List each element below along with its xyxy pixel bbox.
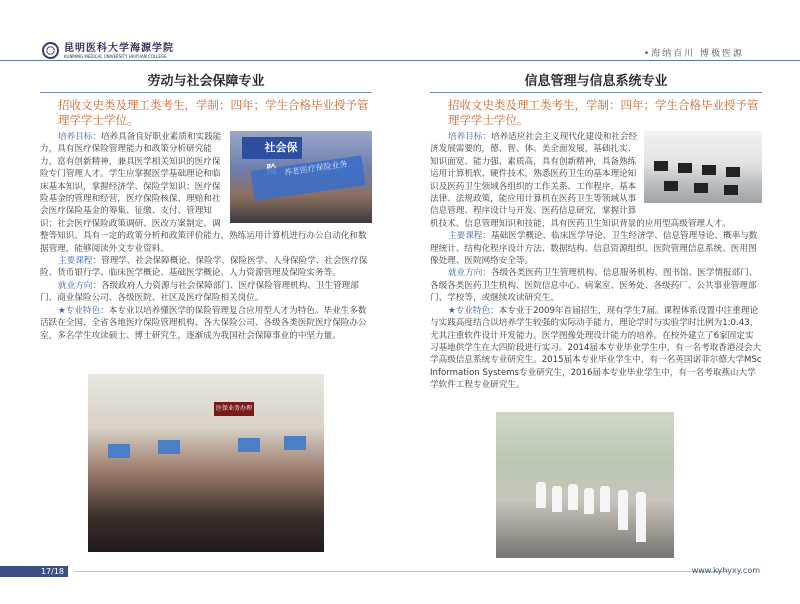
- main-courses: [430, 230, 762, 267]
- header-divider: [0, 60, 800, 61]
- courses-text: 管理学、社会保障概论、保险学、保险医学、人身保险学、社会医疗保险、货币银行学、临床医学概论、基础医学概论、人力资源管理及保险实务等。: [40, 256, 368, 279]
- goal-label: 培养目标：: [58, 132, 101, 142]
- page-header: [0, 0, 800, 66]
- courses-label: 主要课程：: [448, 231, 491, 242]
- major-title: 劳动与社会保障专业: [147, 74, 265, 89]
- training-goal: [430, 131, 762, 230]
- website-link[interactable]: www.kyhyxy.com: [691, 566, 760, 575]
- title-divider: [40, 92, 372, 93]
- college-motto: •海纳百川 博极医源: [643, 49, 744, 59]
- goal-label: 培养目标：: [448, 132, 491, 142]
- major-title: 信息管理与信息系统专业: [524, 74, 668, 89]
- photo-banner-text: 养老医疗保险业务: [250, 155, 365, 200]
- feature-label: ★专业特色：: [448, 305, 499, 316]
- feature-label: ★专业特色：: [58, 305, 109, 316]
- jobs-label: 就业方向：: [58, 280, 101, 291]
- major-information-management: [430, 68, 762, 392]
- college-logo: [42, 42, 174, 59]
- admission-info: 招收文史类及理工类考生，学制：四年；学生合格毕业授予管理学学士学位。: [58, 98, 369, 127]
- major-labor-social-security: [40, 68, 372, 342]
- courses-text: 基础医学概论、临床医学导论、卫生经济学、信息管理导论、概率与数理统计、结构化程序设计方法、数据结构、信息资源组织、医院管理信息系统、医用图像处理、医院网络安全等。: [430, 231, 758, 267]
- college-seal-icon: [42, 42, 59, 59]
- photo-computer-lab: [644, 131, 762, 203]
- college-name-en: KUNMING MEDICAL UNIVERSITY HAIYUAN COLLEGE: [64, 53, 167, 59]
- goal-text: 培养适应社会主义现代化建设和社会经济发展需要的，德、智、体、美全面发展，基础扎实、知识面宽、能力强、素质高，具有创新精神，具备熟练运用计算机软、硬件技术，熟悉医药卫生的基本理论知识及医药卫生领域各组织的工作关系、工作程序，基本法律、法规政策，能应用计算机在医药卫生等领域从事信息管理、程序设计与开发、医药信息研究，掌握计算机技术、信息管理知识和技能，具有医药卫生知识背景的应用型高级管理人才。: [430, 132, 731, 229]
- photo-hospital-internship: [496, 412, 674, 558]
- photo-counter-sign: 医保业务办理: [214, 402, 254, 416]
- photo-social-insurance-office: [230, 131, 372, 223]
- training-goal: [40, 131, 372, 255]
- jobs-text: 各级政府人力资源与社会保障部门、医疗保险管理机构、卫生管理部门、商业保险公司、各级医院、社区及医疗保险相关岗位。: [40, 280, 359, 304]
- admission-info: 招收文史类及理工类考生，学制：四年；学生合格毕业授予管理学学士学位。: [448, 98, 759, 127]
- career-direction: [40, 280, 372, 305]
- courses-label: 主要课程：: [58, 256, 101, 267]
- photo-sign-text: 社会保: [242, 137, 302, 159]
- feature-text: 本专业于2009年首届招生，现有学生7届。课程体系设置中注重理论与实践高度结合以培养学生较强的实际动手能力，理论学时与实验学时比例为1:0.43，尤其注重软件设计开发能力。医学图像处理设计能力的培养。在校外建立了6家固定实习基地供学生在大四阶段进行实习。2014届本专业毕业学生中，有一名考取香港浸会大学高级信息系统专业研究生。2015届本专业毕业学生中，有一名英国诺菲尔德大学MSc Information Systems专业研究生，2016届本专业毕业学生中，有一名考取燕山大学学软件工程专业研究生。: [430, 305, 762, 391]
- page-number: 17/18: [0, 566, 68, 577]
- goal-text: 培养具备良好职业素质和实践能力，具有医疗保险管理能力和政策分析研究能力，富有创新精神，兼具医学相关知识的医疗保险专门管理人才。学生应掌握医学基础理论和临床基本知识，掌握经济学、保险学知识；医疗保险基金的管理和经营，医疗保险核保、理赔和社会医疗保险基金的筹集、征缴、支付、管理知识；社会医疗保险政策调研、医改方案制定、调整等知识。具有一定的政策分析和政策评价能力，熟练运用计算机进行办公自动化和数据管理，能够阅读外文专业资料。: [40, 132, 367, 254]
- footer-divider: [74, 571, 728, 572]
- jobs-text: 各级各类医药卫生管理机构、信息服务机构、图书馆、医学情报部门、各级各类医药卫生机构、医院信息中心、病案室、医务处、各级药厂、公共事业管理部门、学校等，或继续攻读研究生。: [430, 268, 758, 304]
- major-features: [430, 305, 762, 392]
- major-features: [40, 305, 372, 342]
- jobs-label: 就业方向：: [448, 268, 491, 279]
- main-courses: [40, 255, 372, 280]
- career-direction: [430, 267, 762, 304]
- title-divider: [430, 92, 762, 93]
- feature-text: 本专业以培养懂医学的保险管理复合应用型人才为特色。毕业生多数活跃在全国、全省各地医疗保险管理机构、各大保险公司、各级各类医院医疗保险办公室，多名学生攻读硕士、博士研究生，逐渐成为我国社会保障事业的中坚力量。: [40, 305, 367, 341]
- photo-service-hall-visit: [88, 374, 324, 552]
- college-name-cn: 昆明医科大学海源学院: [64, 42, 174, 54]
